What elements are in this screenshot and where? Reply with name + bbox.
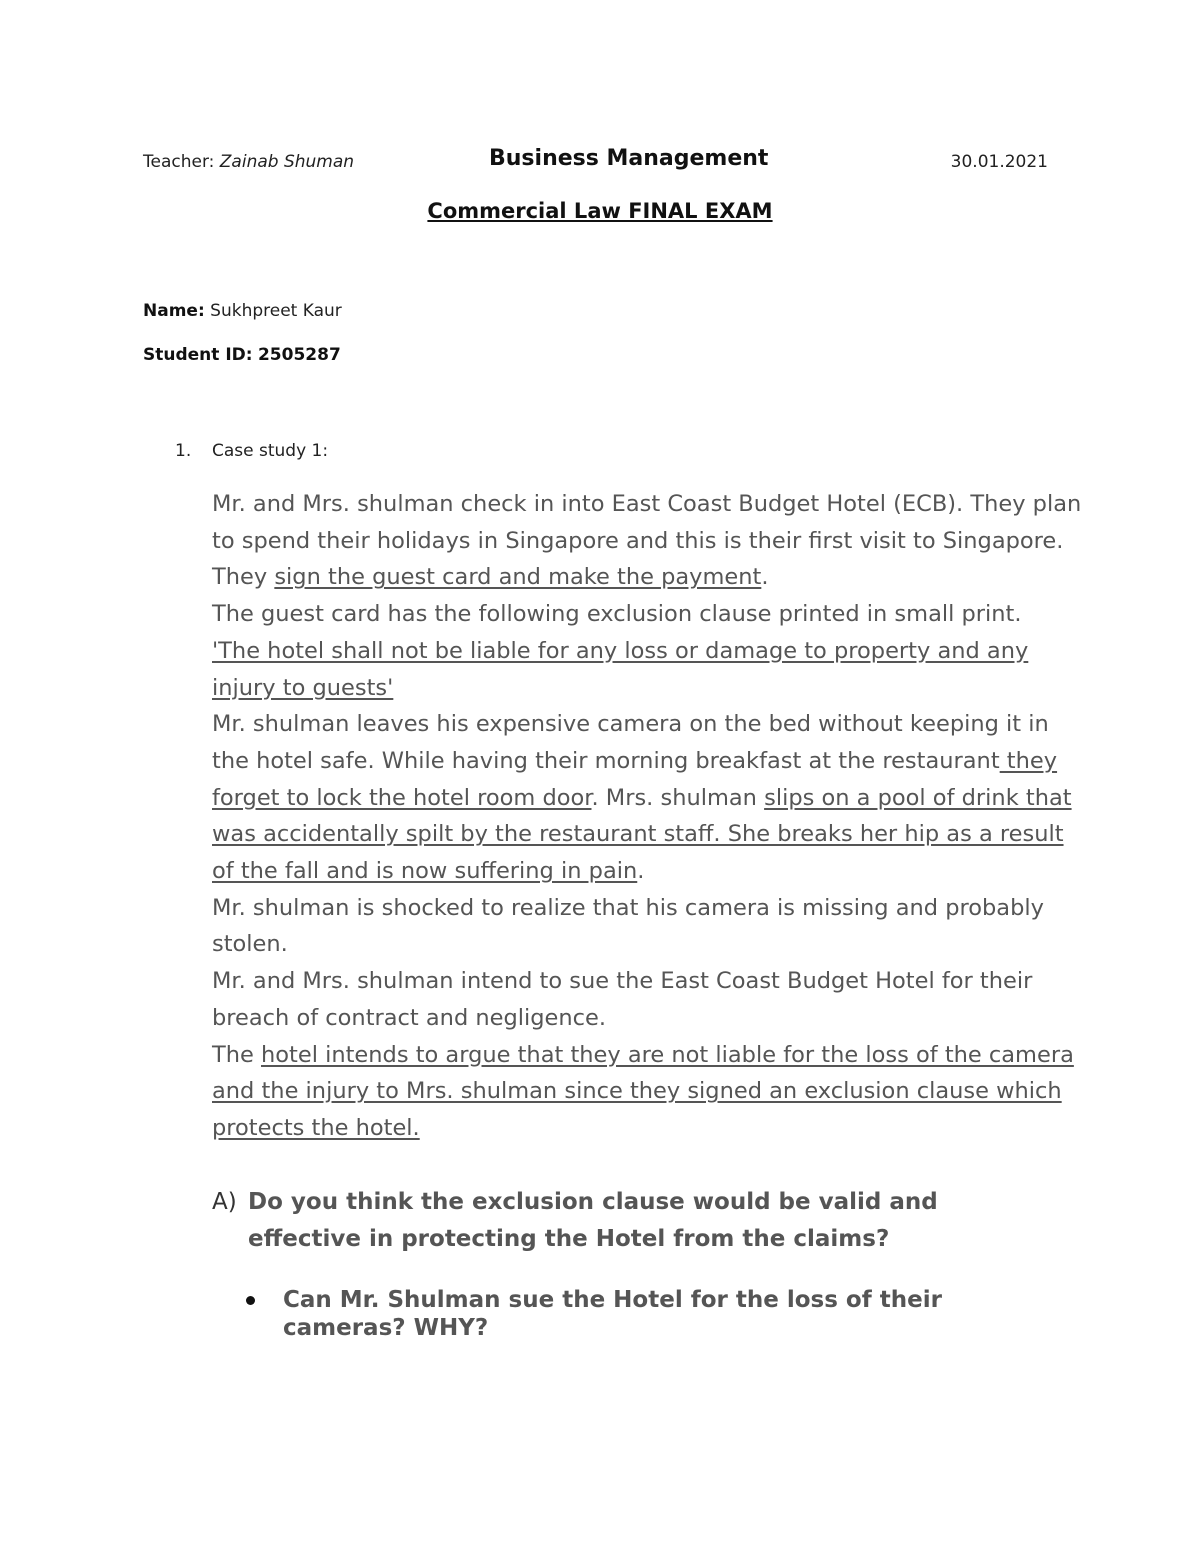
- student-name-value: Sukhpreet Kaur: [210, 301, 342, 321]
- case-text-span: .: [761, 564, 769, 591]
- student-id-line: [143, 345, 341, 365]
- sub-question: [244, 1286, 984, 1342]
- case-text-span: . Mrs. shulman: [591, 784, 765, 811]
- student-name-label: Name:: [143, 301, 205, 321]
- exam-date: 30.01.2021: [950, 152, 1048, 172]
- sub-question-text: Can Mr. Shulman sue the Hotel for the loss of their cameras? WHY?: [283, 1287, 942, 1341]
- underlined-text: slips on a pool of drink that was accidentally spilt by the restaurant staff. She breaks her hip as a result of the fall and is now suffering in pain: [212, 784, 1072, 885]
- underlined-text: hotel intends to argue that they are not liable for the loss of the camera and the injury to Mrs. shulman since they signed an exclusion clause which protects the hotel.: [212, 1041, 1074, 1141]
- student-id-value: 2505287: [257, 345, 341, 365]
- header-row: [143, 146, 1048, 178]
- student-name-line: [143, 301, 342, 321]
- case-study-heading: [175, 441, 328, 461]
- case-study-number: 1.: [175, 441, 192, 461]
- case-study-text: [212, 486, 1082, 1147]
- exam-title: Commercial Law FINAL EXAM: [427, 199, 773, 223]
- underlined-text: 'The hotel shall not be liable for any loss or damage to property and any injury to guests': [212, 637, 1029, 701]
- case-paragraph-7: [212, 1037, 1082, 1147]
- case-paragraph-1: [212, 486, 1082, 596]
- case-text-span: .: [637, 858, 645, 885]
- case-paragraph-6: Mr. and Mrs. shulman intend to sue the East Coast Budget Hotel for their breach of contract and negligence.: [212, 968, 1033, 1031]
- course-title: Business Management: [489, 146, 769, 171]
- case-paragraph-2: The guest card has the following exclusion clause printed in small print.: [212, 601, 1022, 628]
- case-text-span: Mr. and Mrs. shulman check in into East Coast Budget Hotel (ECB). They plan to spend their holidays in Singapore and this is their first visit to Singapore. They: [212, 491, 1082, 591]
- case-text-span: Mr. shulman leaves his expensive camera on the bed without keeping it in the hotel safe. While having their morning breakfast at the restaurant: [212, 711, 1049, 774]
- case-text-span: The: [212, 1041, 261, 1068]
- question-a-text: Do you think the exclusion clause would be valid and effective in protecting the Hotel from the claims?: [248, 1189, 938, 1252]
- exclusion-clause-quote: [212, 633, 1082, 706]
- teacher-line: [143, 152, 354, 172]
- underlined-text: they forget to lock the hotel room door: [212, 747, 1058, 811]
- case-study-label: Case study 1:: [212, 441, 329, 461]
- teacher-name: Zainab Shuman: [219, 152, 355, 172]
- underlined-text: sign the guest card and make the payment: [274, 564, 762, 591]
- bullet-icon: [246, 1296, 255, 1305]
- student-id-label: Student ID:: [143, 345, 253, 365]
- case-paragraph-4: [212, 706, 1082, 890]
- question-a-label: A): [212, 1189, 237, 1215]
- question-a: [212, 1184, 1012, 1258]
- case-paragraph-5: Mr. shulman is shocked to realize that his camera is missing and probably stolen.: [212, 894, 1044, 958]
- teacher-label: Teacher:: [143, 152, 215, 172]
